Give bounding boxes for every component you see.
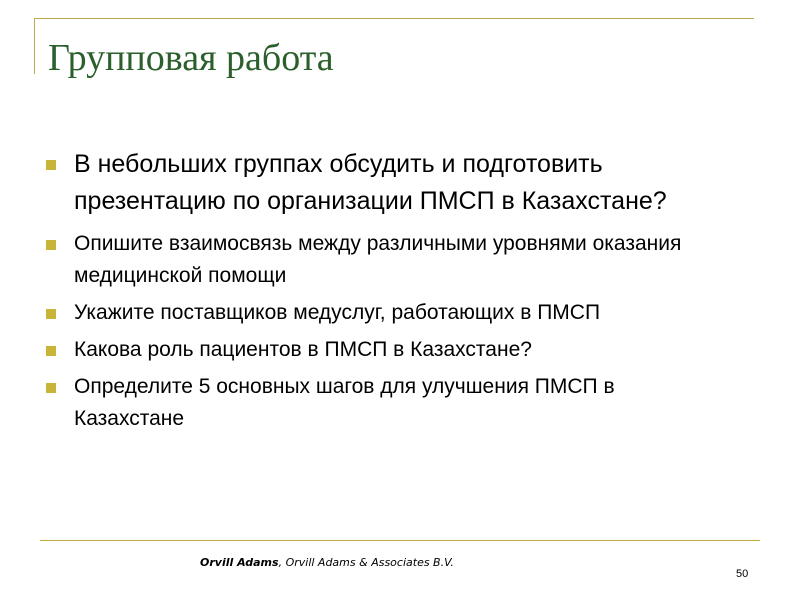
slide-title: Групповая работа: [48, 37, 334, 79]
page-number: 50: [736, 568, 749, 580]
square-bullet-icon: [46, 309, 56, 319]
top-rule: [34, 18, 754, 19]
footer-credit: [200, 556, 454, 569]
bullet-text: Определите 5 основных шагов для улучшения ПМСП в Казахстане: [74, 375, 615, 430]
bullet-item: [46, 297, 726, 329]
square-bullet-icon: [46, 160, 56, 170]
square-bullet-icon: [46, 346, 56, 356]
square-bullet-icon: [46, 383, 56, 393]
bullet-item: [46, 146, 726, 220]
bullet-item: [46, 334, 726, 366]
footer-rule: [40, 540, 760, 541]
footer-organization: , Orvill Adams & Associates B.V.: [278, 556, 454, 569]
bullet-list: [46, 146, 726, 440]
footer-author: Orvill Adams: [200, 556, 279, 569]
bullet-item: [46, 228, 726, 292]
square-bullet-icon: [46, 240, 56, 250]
left-rule: [34, 18, 35, 74]
bullet-text: Какова роль пациентов в ПМСП в Казахстане?: [74, 338, 532, 361]
bullet-text: В небольших группах обсудить и подготовить презентацию по организации ПМСП в Казахстане?: [74, 150, 667, 215]
bullet-text: Опишите взаимосвязь между различными уровнями оказания медицинской помощи: [74, 232, 682, 287]
bullet-item: [46, 371, 726, 435]
bullet-text: Укажите поставщиков медуслуг, работающих в ПМСП: [74, 301, 601, 324]
